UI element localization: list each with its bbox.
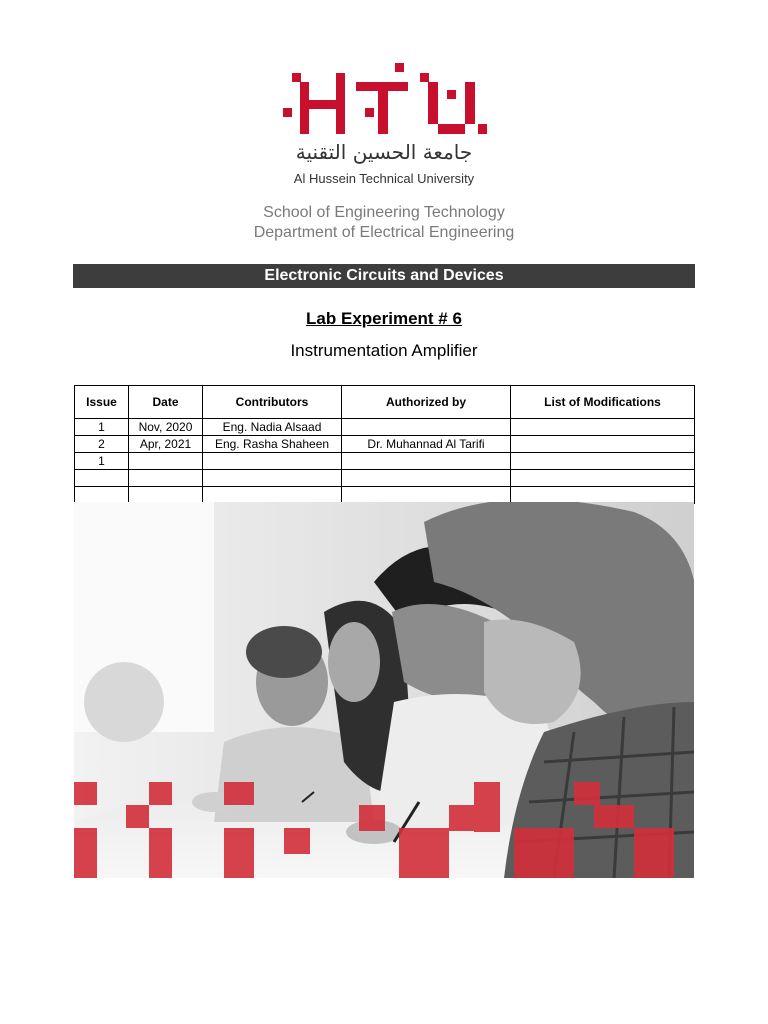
cell-modifications (511, 453, 695, 470)
header-authorized-by: Authorized by (342, 386, 511, 419)
table-row (75, 487, 695, 504)
cell-authorized-by: Dr. Muhannad Al Tarifi (342, 436, 511, 453)
cell-modifications (511, 470, 695, 487)
cell-contributors (203, 470, 342, 487)
experiment-number (150, 309, 618, 329)
table-row (75, 436, 695, 453)
cell-modifications (511, 419, 695, 436)
cell-modifications (511, 436, 695, 453)
cell-issue (75, 487, 129, 504)
school-name: School of Engineering Technology (263, 204, 505, 221)
cell-contributors: Eng. Rasha Shaheen (203, 436, 342, 453)
cell-contributors (203, 487, 342, 504)
cell-authorized-by (342, 453, 511, 470)
cell-modifications (511, 487, 695, 504)
experiment-title: Instrumentation Amplifier (290, 341, 478, 360)
cell-date (129, 470, 203, 487)
header-date: Date (129, 386, 203, 419)
cell-date (129, 487, 203, 504)
table-row (75, 419, 695, 436)
table-row (75, 453, 695, 470)
cell-issue (75, 470, 129, 487)
revision-history-table (74, 385, 695, 504)
cell-authorized-by (342, 487, 511, 504)
table-row (75, 470, 695, 487)
table-header-row (75, 386, 695, 419)
cell-issue: 1 (75, 419, 129, 436)
cell-date (129, 453, 203, 470)
cell-contributors (203, 453, 342, 470)
header-modifications: List of Modifications (511, 386, 695, 419)
cell-issue: 1 (75, 453, 129, 470)
header-issue: Issue (75, 386, 129, 419)
cell-date: Apr, 2021 (129, 436, 203, 453)
department-name: Department of Electrical Engineering (253, 224, 515, 241)
cell-authorized-by (342, 419, 511, 436)
university-english-name: Al Hussein Technical University (293, 171, 475, 186)
header-contributors: Contributors (203, 386, 342, 419)
cell-contributors: Eng. Nadia Alsaad (203, 419, 342, 436)
students-writing-photo (74, 502, 694, 878)
experiment-number-text: Lab Experiment # 6 (306, 309, 462, 328)
university-arabic-name: جامعة الحسين التقنية (295, 140, 473, 164)
course-title-bar: Electronic Circuits and Devices (73, 264, 695, 288)
cell-authorized-by (342, 470, 511, 487)
cell-issue: 2 (75, 436, 129, 453)
cell-date: Nov, 2020 (129, 419, 203, 436)
